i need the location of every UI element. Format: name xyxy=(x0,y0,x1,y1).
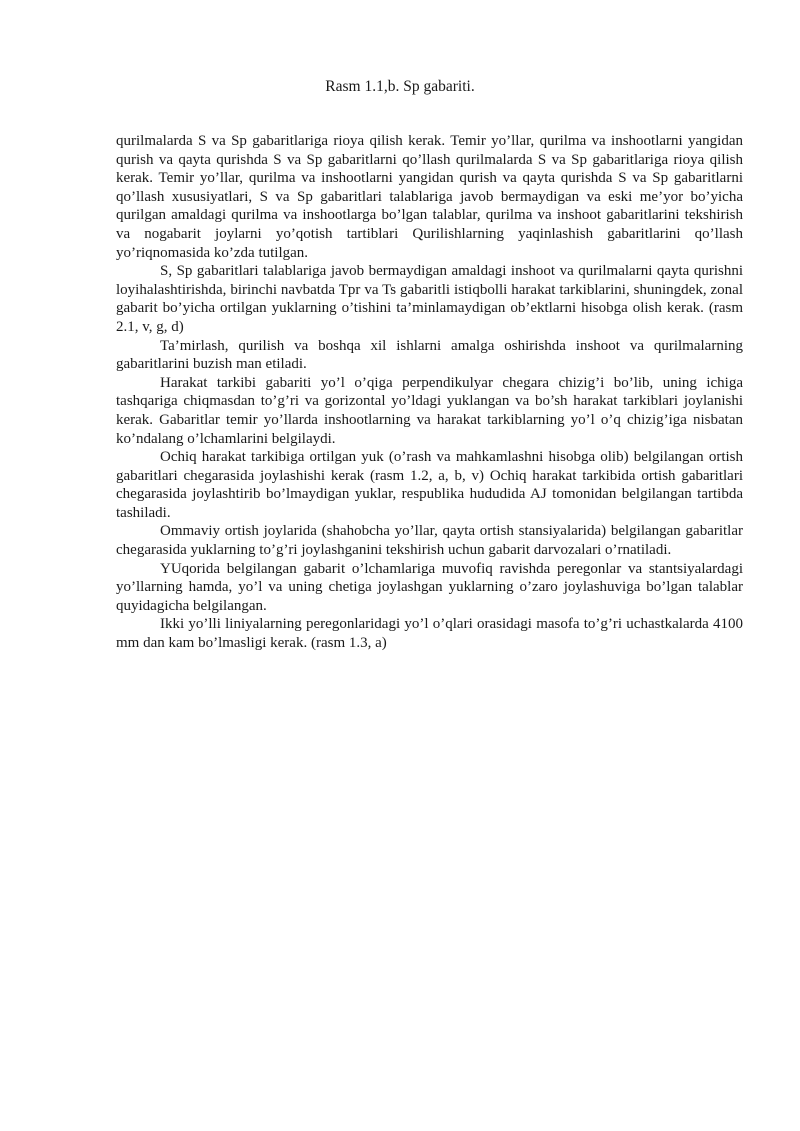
figure-caption: Rasm 1.1,b. Sp gabariti. xyxy=(325,78,475,95)
paragraph-1: qurilmalarda S va Sp gabaritlariga rioya qilish kerak. Temir yo’llar, qurilma va inshootlarni yangidan qurish va qayta qurishda S va Sp gabaritlarni qo’llash qurilmalarda S va Sp gabaritlariga rioya qilish kerak. Temir yo’llar, qurilma va inshootlarni yangidan qurish va qayta qurishda S va Sp gabaritlarni qo’llash xususiyatlari, S va Sp gabaritlari talablariga javob bermaydigan va eski me’yor bo’yicha qurilgan amaldagi qurilma va inshootlarga bo’lgan talablar, qurilma va inshoot gabaritlarini tekshirish va nogabarit joylarni yo’qotish tartiblari Qurilishlarning yaqinlashish gabaritlarini qo’llash yo’riqnomasida ko’zda tutilgan. xyxy=(116,133,743,261)
document-body xyxy=(116,132,743,653)
paragraph-7: YUqorida belgilangan gabarit o’lchamlariga muvofiq ravishda peregonlar va stantsiyalardagi yo’llarning hamda, yo’l va uning chetiga joylashgan yuklarning o’zaro joylashuviga bo’lgan talablar quyidagicha belgilangan. xyxy=(116,560,743,614)
paragraph-4: Harakat tarkibi gabariti yo’l o’qiga perpendikulyar chegara chizig’i bo’lib, uning ichiga tashqariga chiqmasdan to’g’ri va gorizontal yo’ldagi yuklangan va bo’sh harakat tarkiblari joylanishi kerak. Gabaritlar temir yo’llarda inshootlarning va harakat tarkiblarning yo’l o’q chizig’iga nisbatan ko’ndalang o’lchamlarini belgilaydi. xyxy=(116,374,743,447)
paragraph-8: Ikki yo’lli liniyalarning peregonlaridagi yo’l o’qlari orasidagi masofa to’g’ri uchastkalarda 4100 mm dan kam bo’lmasligi kerak. (rasm 1.3, a) xyxy=(116,616,743,652)
paragraph-2: S, Sp gabaritlari talablariga javob bermaydigan amaldagi inshoot va qurilmalarni qayta qurishni loyihalashtirishda, birinchi navbatda Tpr va Ts gabaritli istiqbolli harakat tarkiblarini, shuningdek, zonal gabarit bo’yicha ortilgan yuklarning o’tishini ta’minlamaydigan ob’ektlarni hisobga olish kerak. (rasm 2.1, v, g, d) xyxy=(116,263,743,335)
paragraph-3: Ta’mirlash, qurilish va boshqa xil ishlarni amalga oshirishda inshoot va qurilmalarning gabaritlarini buzish man etiladi. xyxy=(116,337,743,373)
paragraph-5: Ochiq harakat tarkibiga ortilgan yuk (o’rash va mahkamlashni hisobga olib) belgilangan ortish gabaritlari chegarasida joylashishi kerak (rasm 1.2, a, b, v) Ochiq harakat tarkibida ortish gabaritlari chegarasida joylashtirib bo’lmaydigan yuklar, respublika hududida AJ tomonidan belgilangan tartibda tashiladi. xyxy=(116,449,743,521)
paragraph-6: Ommaviy ortish joylarida (shahobcha yo’llar, qayta ortish stansiyalarida) belgilangan gabaritlar chegarasida yuklarning to’g’ri joylashganini tekshirish uchun gabarit darvozalari o’rnatiladi. xyxy=(116,523,743,559)
